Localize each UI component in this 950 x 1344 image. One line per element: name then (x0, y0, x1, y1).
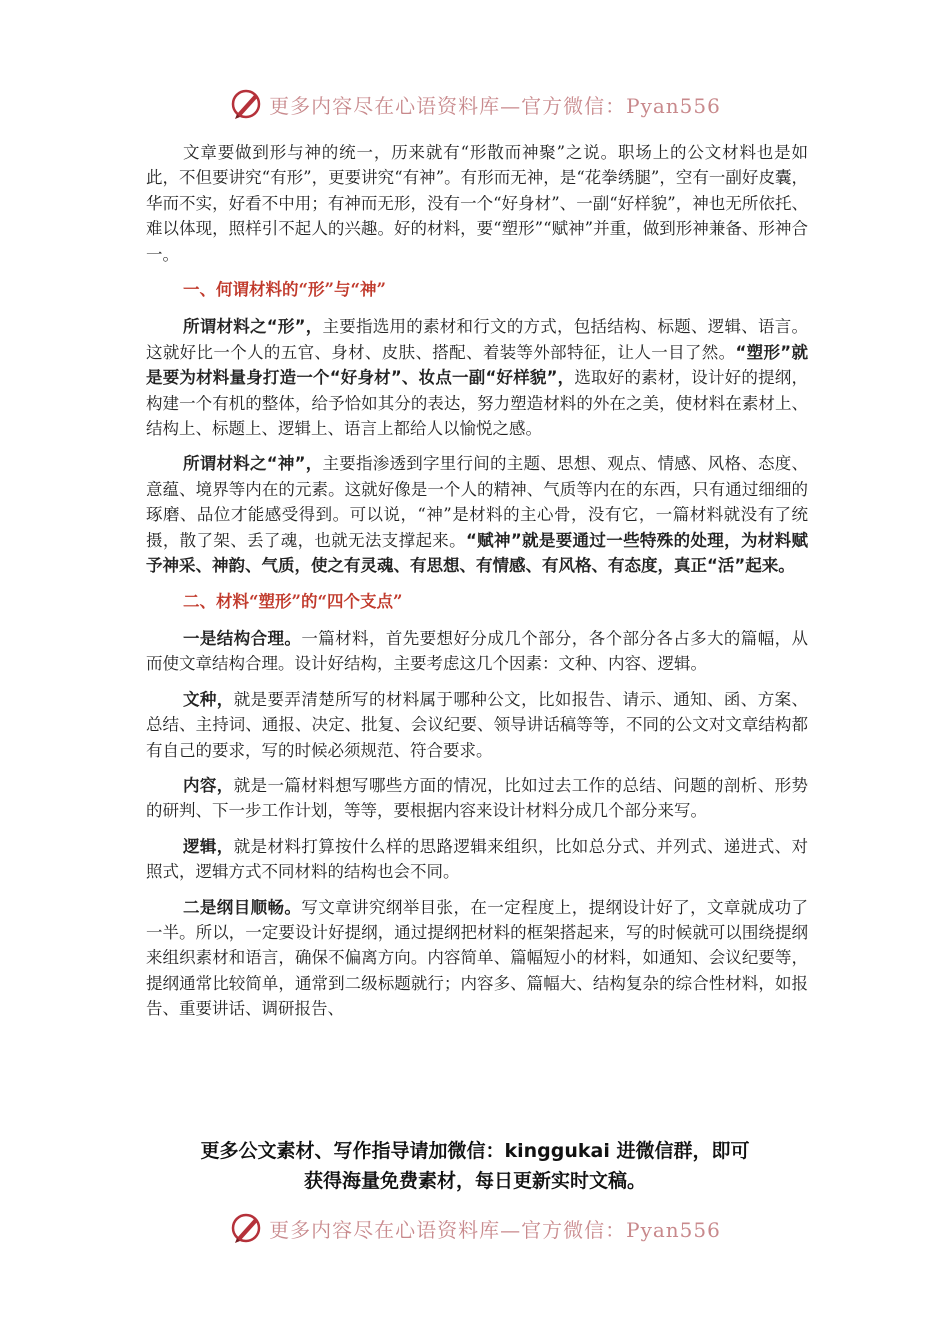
paragraph-logic (146, 834, 808, 885)
header-banner (0, 84, 950, 124)
paragraph-spirit (146, 451, 808, 578)
text-outline: 写文章讲究纲举目张，在一定程度上，提纲设计好了，文章就成功了一半。所以，一定要设计好提纲，通过提纲把材料的框架搭起来，写的时候就可以围绕提纲来组织素材和语言，确保不偏离方向。内容简单、篇幅短小的材料，如通知、会议纪要等，提纲通常比较简单，通常到二级标题就行；内容多、篇幅大、结构复杂的综合性材料，如报告、重要讲话、调研报告、 (146, 897, 809, 1019)
bold-form: “塑形”就是要为材料量身打造一个“好身材”、妆点一副“好样貌”， (146, 342, 808, 388)
paragraph-content (146, 773, 808, 824)
intro-paragraph: 文章要做到形与神的统一，历来就有“形散而神聚”之说。职场上的公文材料也是如此，不但要讲究“有形”，更要讲究“有神”。有形而无神，是“花拳绣腿”，空有一副好皮囊，华而不实，好看不中用；有神而无形，没有一个“好身材”、一副“好样貌”，神也无所依托、难以体现，照样引不起人的兴趣。好的材料，要“塑形”“赋神”并重，做到形神兼备、形神合一。 (146, 143, 808, 264)
bold-spirit: “赋神”就是要通过一些特殊的处理，为材料赋予神采、神韵、气质，使之有灵魂、有思想、有情感、有风格、有态度，真正“活”起来。 (146, 530, 808, 576)
promo-line-2: 获得海量免费素材，每日更新实时文稿。 (303, 1170, 646, 1192)
text-form-2: 选取好的素材，设计好的提纲，构建一个有机的整体，给予恰如其分的表达，努力塑造材料的外在之美，使材料在素材上、结构上、标题上、逻辑上、语言上都给人以愉悦之感。 (146, 368, 808, 439)
banner-text: 更多内容尽在心语资料库—官方微信：Pyan556 (269, 1217, 721, 1242)
lead-spirit: 所谓材料之“神”， (183, 454, 323, 474)
text-genre: 就是要弄清楚所写的材料属于哪种公文，比如报告、请示、通知、函、方案、总结、主持词、通报、决定、批复、会议纪要、领导讲话稿等等，不同的公文对文章结构都有自己的要求，写的时候必须规范、符合要求。 (146, 689, 809, 760)
text-structure: 一篇材料，首先要想好分成几个部分，各个部分各占多大的篇幅，从而使文章结构合理。设计好结构，主要考虑这几个因素：文种、内容、逻辑。 (146, 628, 809, 674)
pen-logo-icon (229, 87, 263, 121)
paragraph-structure (146, 626, 808, 677)
text-form-1: 主要指选用的素材和行文的方式，包括结构、标题、逻辑、语言。这就好比一个人的五官、身材、皮肤、搭配、着装等外部特征，让人一目了然。 (146, 317, 808, 362)
lead-outline: 二是纲目顺畅。 (183, 897, 302, 917)
promo-line-1: 更多公文素材、写作指导请加微信：kinggukai 进微信群，即可 (200, 1140, 750, 1162)
paragraph-outline (146, 895, 808, 1022)
promo-block (140, 1136, 810, 1196)
footer-banner (0, 1208, 950, 1248)
paragraph-genre (146, 687, 808, 763)
text-spirit: 主要指渗透到字里行间的主题、思想、观点、情感、风格、态度、意蕴、境界等内在的元素。这就好像是一个人的精神、气质等内在的东西，只有通过细细的琢磨、品位才能感受得到。可以说，“神”是材料的主心骨，没有它，一篇材料就没有了统摄，散了架、丢了魂，也就无法支撑起来。 (146, 454, 808, 550)
lead-form: 所谓材料之“形”， (183, 317, 323, 337)
text-content: 就是一篇材料想写哪些方面的情况，比如过去工作的总结、问题的剖析、形势的研判、下一步工作计划，等等，要根据内容来设计材料分成几个部分来写。 (146, 775, 809, 821)
lead-logic: 逻辑， (183, 836, 234, 856)
pen-logo-icon (229, 1211, 263, 1245)
paragraph-form (146, 314, 808, 441)
banner-text: 更多内容尽在心语资料库—官方微信：Pyan556 (269, 93, 721, 118)
section-heading-1: 一、何谓材料的“形”与“神” (183, 280, 386, 300)
section-heading-2: 二、材料“塑形”的“四个支点” (183, 591, 403, 611)
lead-content: 内容， (183, 775, 234, 795)
lead-genre: 文种， (183, 689, 234, 709)
text-logic: 就是材料打算按什么样的思路逻辑来组织，比如总分式、并列式、递进式、对照式，逻辑方式不同材料的结构也会不同。 (146, 836, 809, 882)
lead-structure: 一是结构合理。 (183, 628, 302, 648)
article-body (146, 140, 808, 1032)
